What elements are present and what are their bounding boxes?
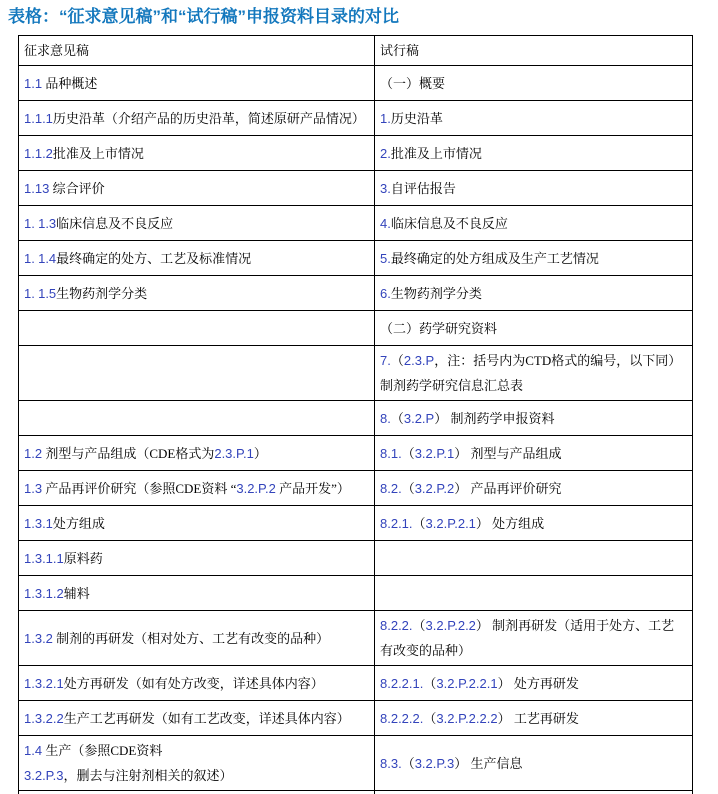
table-cell-left: 1.3.1.1原料药 bbox=[19, 541, 375, 576]
table-cell-right: 1.历史沿革 bbox=[375, 101, 693, 136]
table-row bbox=[19, 436, 693, 471]
table-cell-right: 8.3.（3.2.P.3） 生产信息 bbox=[375, 736, 693, 791]
index-number: 1.1.2 bbox=[24, 146, 53, 161]
table-cell-right: 8.2.1.（3.2.P.2.1） 处方组成 bbox=[375, 506, 693, 541]
column-header-draft-for-comments: 征求意见稿 bbox=[19, 36, 375, 66]
table-cell-right: （一）概要 bbox=[375, 66, 693, 101]
index-number: 1.3.2 bbox=[24, 631, 53, 646]
table-cell-right: 6.生物药剂学分类 bbox=[375, 276, 693, 311]
table-header-row bbox=[19, 36, 693, 66]
index-number: 3.2.P.2.1 bbox=[426, 516, 476, 531]
table-cell-left: 1.1.2批准及上市情况 bbox=[19, 136, 375, 171]
index-number: 1.3 bbox=[38, 216, 56, 231]
index-number: 1. bbox=[380, 111, 391, 126]
index-number: 3.2.P.1 bbox=[415, 446, 455, 461]
index-number: 1.3.2.2 bbox=[24, 711, 64, 726]
table-row bbox=[19, 701, 693, 736]
index-number: 3. bbox=[380, 181, 391, 196]
index-number: 7. bbox=[380, 353, 391, 368]
index-number: 2. bbox=[380, 146, 391, 161]
table-row bbox=[19, 66, 693, 101]
table-cell-left bbox=[19, 311, 375, 346]
table-cell-right bbox=[375, 791, 693, 794]
index-number: 8.2.1. bbox=[380, 516, 413, 531]
column-header-trial-draft: 试行稿 bbox=[375, 36, 693, 66]
index-number: 1.3.2.1 bbox=[24, 676, 64, 691]
table-cell-left: 1.2 剂型与产品组成（CDE格式为2.3.P.1） bbox=[19, 436, 375, 471]
table-row bbox=[19, 471, 693, 506]
table-row bbox=[19, 101, 693, 136]
table-row bbox=[19, 576, 693, 611]
index-number: 8.2.2. bbox=[380, 618, 413, 633]
index-number: 4. bbox=[380, 216, 391, 231]
index-number: 1.13 bbox=[24, 181, 49, 196]
index-number: 8. bbox=[380, 411, 391, 426]
table-row bbox=[19, 346, 693, 401]
table-cell-right: 8.2.2.1.（3.2.P.2.2.1） 处方再研发 bbox=[375, 666, 693, 701]
table-cell-right: 3.自评估报告 bbox=[375, 171, 693, 206]
page bbox=[0, 6, 718, 794]
index-number: 3.2.P.2.2.2 bbox=[436, 711, 497, 726]
comparison-table bbox=[18, 35, 693, 794]
index-number: 8.2.2.1. bbox=[380, 676, 423, 691]
index-number: 3.2.P.3 bbox=[415, 756, 455, 771]
index-number: 1.3 bbox=[24, 481, 42, 496]
index-number: 1.2 bbox=[24, 446, 42, 461]
table-cell-left: 1.3.2.1处方再研发（如有处方改变，详述具体内容） bbox=[19, 666, 375, 701]
table-cell-right: 2.批准及上市情况 bbox=[375, 136, 693, 171]
table-cell-left: 1.3.2 制剂的再研发（相对处方、工艺有改变的品种） bbox=[19, 611, 375, 666]
table-row bbox=[19, 736, 693, 791]
index-number: 2.3.P bbox=[404, 353, 434, 368]
table-row bbox=[19, 506, 693, 541]
table-cell-left bbox=[19, 401, 375, 436]
index-number: 8.2. bbox=[380, 481, 402, 496]
table-cell-right: 8.2.2.（3.2.P.2.2） 制剂再研发（适用于处方、工艺有改变的品种） bbox=[375, 611, 693, 666]
index-number: 1.5 bbox=[38, 286, 56, 301]
table-cell-right: （二）药学研究资料 bbox=[375, 311, 693, 346]
table-cell-left: 1.3.2.2生产工艺再研发（如有工艺改变，详述具体内容） bbox=[19, 701, 375, 736]
index-number: 8.2.2.2. bbox=[380, 711, 423, 726]
index-number: 1.1 bbox=[24, 76, 42, 91]
table-cell-left bbox=[19, 346, 375, 401]
table-cell-right: 4.临床信息及不良反应 bbox=[375, 206, 693, 241]
index-number: 1.1.1 bbox=[24, 111, 53, 126]
table-row bbox=[19, 791, 693, 794]
index-number: 1. bbox=[24, 286, 35, 301]
index-number: 1. bbox=[24, 251, 35, 266]
index-number: 5. bbox=[380, 251, 391, 266]
table-row bbox=[19, 541, 693, 576]
page-title: 表格：“征求意见稿”和“试行稿”申报资料目录的对比 bbox=[8, 6, 718, 28]
table-cell-left: 1.3.1.2辅料 bbox=[19, 576, 375, 611]
table-row bbox=[19, 206, 693, 241]
table-cell-right: 7.（2.3.P，注：括号内为CTD格式的编号，以下同）制剂药学研究信息汇总表 bbox=[375, 346, 693, 401]
index-number: 3.2.P bbox=[404, 411, 434, 426]
table-cell-left: 1.1.1历史沿革（介绍产品的历史沿革，简述原研产品情况） bbox=[19, 101, 375, 136]
index-number: 6. bbox=[380, 286, 391, 301]
table-cell-left: 1.3.1处方组成 bbox=[19, 506, 375, 541]
table-row bbox=[19, 241, 693, 276]
table-cell-left: 1.13 综合评价 bbox=[19, 171, 375, 206]
index-number: 3.2.P.2 bbox=[236, 481, 276, 496]
table-row bbox=[19, 311, 693, 346]
index-number: 1.4 bbox=[24, 743, 42, 758]
table-cell-right: 8.2.（3.2.P.2） 产品再评价研究 bbox=[375, 471, 693, 506]
index-number: 1. bbox=[24, 216, 35, 231]
table-row bbox=[19, 666, 693, 701]
table-cell-left: 1.1 品种概述 bbox=[19, 66, 375, 101]
table-cell-right: 8.2.2.2.（3.2.P.2.2.2） 工艺再研发 bbox=[375, 701, 693, 736]
table-cell-right bbox=[375, 576, 693, 611]
table-cell-right: 5.最终确定的处方组成及生产工艺情况 bbox=[375, 241, 693, 276]
table-cell-left: 1. 1.3临床信息及不良反应 bbox=[19, 206, 375, 241]
index-number: 1.3.1.1 bbox=[24, 551, 64, 566]
table-cell-right: 8.（3.2.P） 制剂药学申报资料 bbox=[375, 401, 693, 436]
table-row bbox=[19, 276, 693, 311]
table-row bbox=[19, 611, 693, 666]
table-cell-left: 1. 1.5生物药剂学分类 bbox=[19, 276, 375, 311]
index-number: 3.2.P.2.2.1 bbox=[436, 676, 497, 691]
table-row bbox=[19, 401, 693, 436]
index-number: 3.2.P.2.2 bbox=[426, 618, 476, 633]
table-cell-right: 8.1.（3.2.P.1） 剂型与产品组成 bbox=[375, 436, 693, 471]
index-number: 1.4 bbox=[38, 251, 56, 266]
index-number: 1.3.1.2 bbox=[24, 586, 64, 601]
table-cell-left: 1.3 产品再评价研究（参照CDE资料 “3.2.P.2 产品开发”） bbox=[19, 471, 375, 506]
table-cell-left bbox=[19, 791, 375, 794]
index-number: 3.2.P.2 bbox=[415, 481, 455, 496]
index-number: 8.3. bbox=[380, 756, 402, 771]
table-body bbox=[19, 66, 693, 794]
table-cell-left: 1. 1.4最终确定的处方、工艺及标准情况 bbox=[19, 241, 375, 276]
table-row bbox=[19, 136, 693, 171]
index-number: 8.1. bbox=[380, 446, 402, 461]
index-number: 1.3.1 bbox=[24, 516, 53, 531]
table-row bbox=[19, 171, 693, 206]
index-number: 3.2.P.3 bbox=[24, 768, 64, 783]
table-cell-left: 1.4 生产（参照CDE资料3.2.P.3，删去与注射剂相关的叙述） bbox=[19, 736, 375, 791]
table-cell-right bbox=[375, 541, 693, 576]
index-number: 2.3.P.1 bbox=[214, 446, 254, 461]
